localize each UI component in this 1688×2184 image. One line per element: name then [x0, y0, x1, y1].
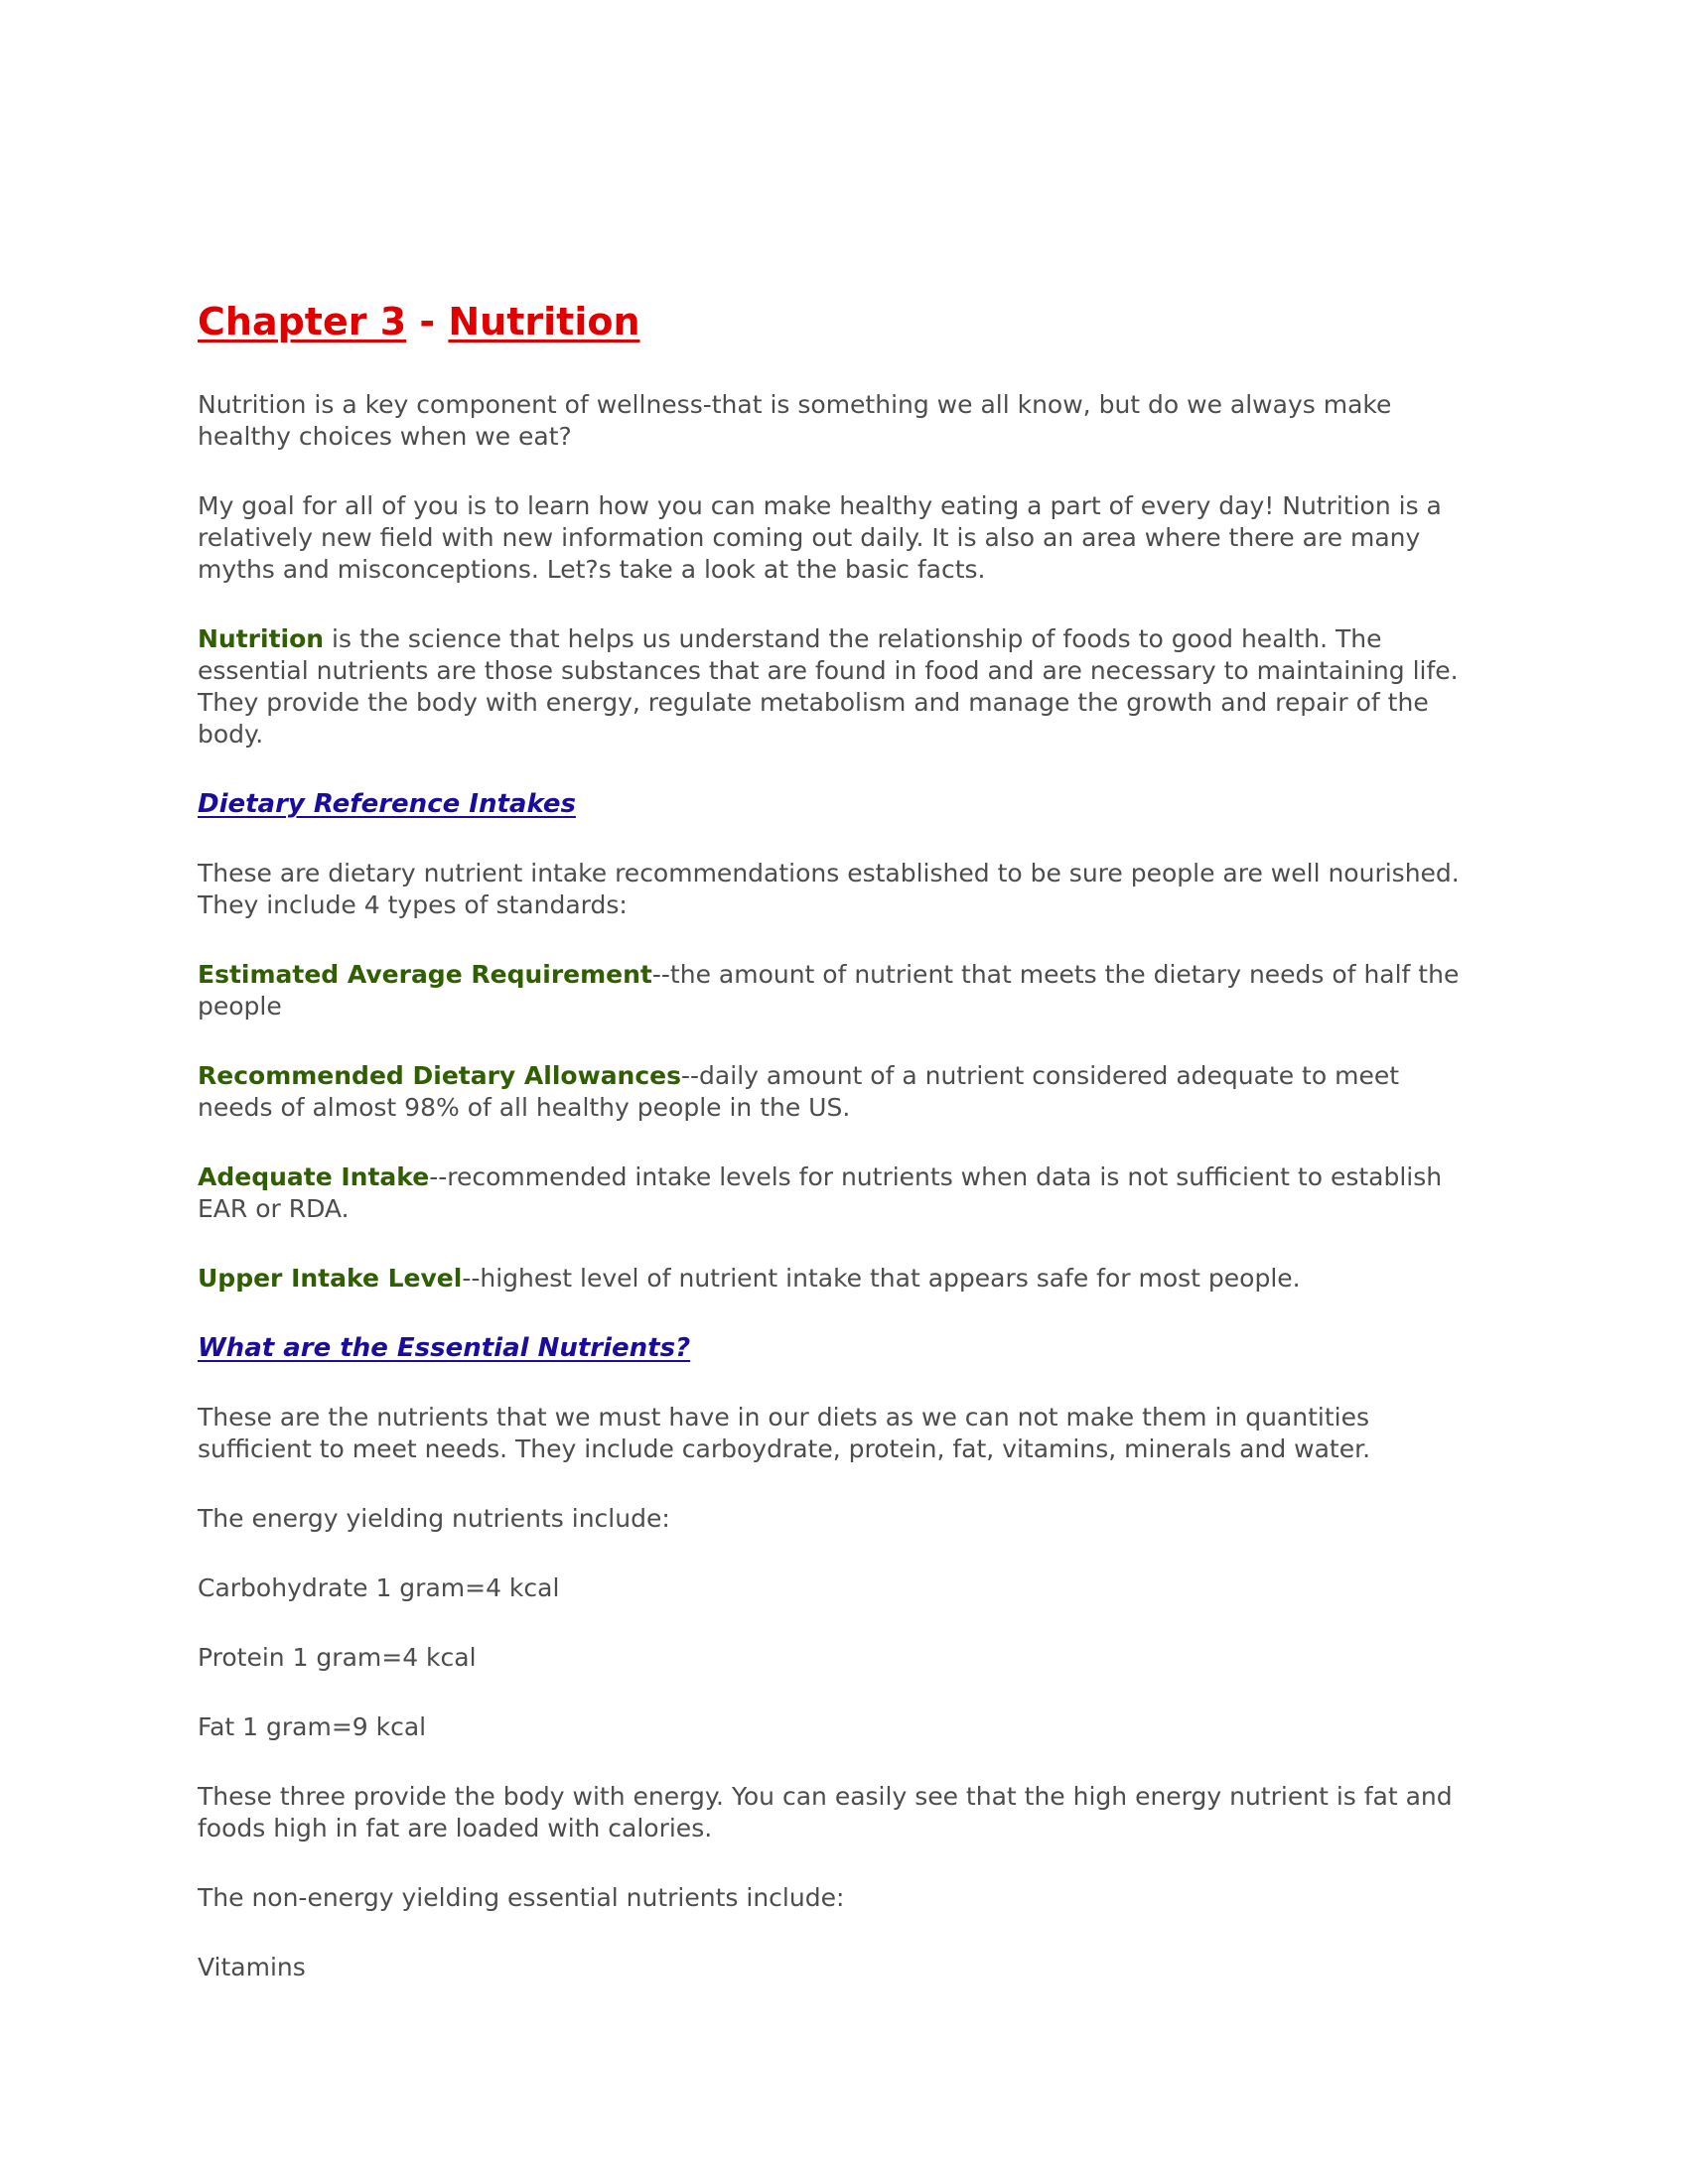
standard-text: --highest level of nutrient intake that appears safe for most people. — [462, 1264, 1301, 1293]
definition-text: is the science that helps us understand the relationship of foods to good health. The essential nutrients are those substances that are found in food and are necessary to maintaining life. They provide the body with energy, regulate metabolism and manage the growth and repair of the body. — [198, 624, 1459, 749]
standard-ai — [198, 1161, 1478, 1225]
energy-intro: The energy yielding nutrients include: — [198, 1504, 670, 1533]
standard-text: --recommended intake levels for nutrients when data is not sufficient to establish EAR or RDA. — [198, 1162, 1443, 1223]
dri-intro: These are dietary nutrient intake recommendations established to be sure people are well nourished. They include 4 types of standards: — [198, 859, 1460, 919]
intro-paragraph-2: My goal for all of you is to learn how you can make healthy eating a part of every day! Nutrition is a relatively new field with new information coming out daily. It is also an area where there are many myths and misconceptions. Let?s take a look at the basic facts. — [198, 491, 1442, 584]
definition-paragraph — [198, 623, 1478, 751]
page-title — [198, 294, 1478, 349]
non-energy-item-vitamins: Vitamins — [198, 1953, 306, 1981]
title-chapter: Chapter 3 — [198, 300, 407, 343]
standard-ear — [198, 959, 1478, 1023]
standard-rda — [198, 1060, 1478, 1124]
energy-item-protein: Protein 1 gram=4 kcal — [198, 1643, 477, 1672]
energy-item-fat: Fat 1 gram=9 kcal — [198, 1712, 427, 1741]
standard-text: --daily amount of a nutrient considered adequate to meet needs of almost 98% of all healthy people in the US. — [198, 1061, 1400, 1122]
dri-heading[interactable]: Dietary Reference Intakes — [198, 789, 576, 819]
standard-term: Adequate Intake — [198, 1162, 430, 1191]
intro-paragraph-1: Nutrition is a key component of wellness-that is something we all know, but do we always make healthy choices when we eat? — [198, 390, 1392, 451]
standard-text: --the amount of nutrient that meets the dietary needs of half the people — [198, 960, 1460, 1021]
energy-note: These three provide the body with energy. You can easily see that the high energy nutrient is fat and foods high in fat are loaded with calories. — [198, 1782, 1453, 1843]
essentials-heading[interactable]: What are the Essential Nutrients? — [198, 1333, 691, 1363]
definition-term: Nutrition — [198, 624, 325, 653]
title-topic: Nutrition — [448, 300, 640, 343]
standard-term: Upper Intake Level — [198, 1264, 463, 1293]
document-page — [198, 294, 1478, 2021]
standard-term: Estimated Average Requirement — [198, 960, 652, 989]
title-separator: - — [406, 300, 449, 343]
energy-item-carbohydrate: Carbohydrate 1 gram=4 kcal — [198, 1573, 560, 1602]
standard-term: Recommended Dietary Allowances — [198, 1061, 682, 1090]
standard-ul — [198, 1263, 1478, 1295]
non-energy-intro: The non-energy yielding essential nutrients include: — [198, 1883, 845, 1912]
essentials-intro: These are the nutrients that we must have in our diets as we can not make them in quantities sufficient to meet needs. They include carboydrate, protein, fat, vitamins, minerals and water. — [198, 1403, 1371, 1463]
